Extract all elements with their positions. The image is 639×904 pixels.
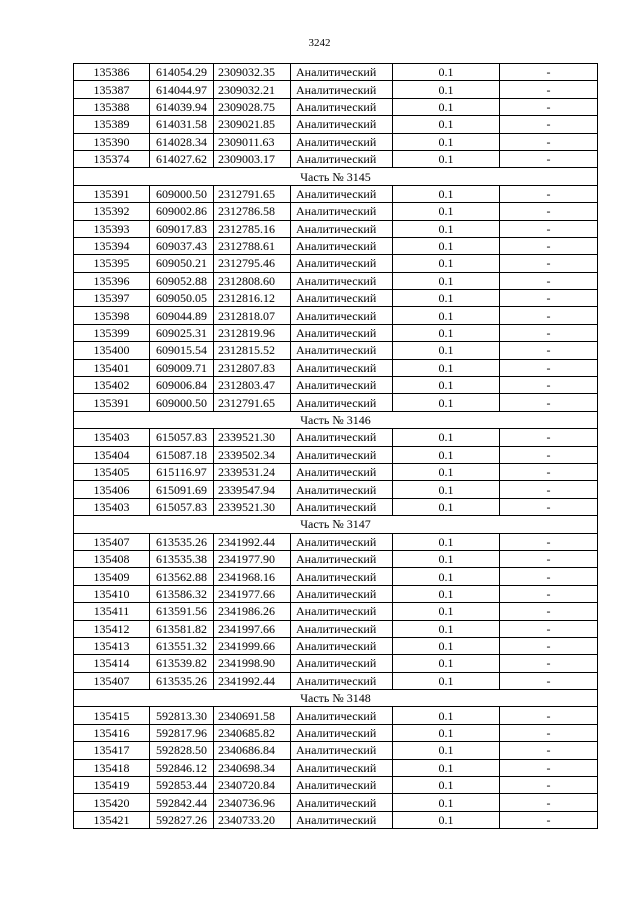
- accuracy-cell: 0.1: [393, 811, 500, 828]
- accuracy-cell: 0.1: [393, 290, 500, 307]
- y-coordinate-cell: 2312803.47: [214, 377, 291, 394]
- part-label: Часть № 3145: [74, 168, 598, 185]
- point-id-cell: 135404: [74, 446, 150, 463]
- point-id-cell: 135403: [74, 498, 150, 515]
- accuracy-cell: 0.1: [393, 446, 500, 463]
- note-cell: -: [500, 237, 598, 254]
- point-id-cell: 135389: [74, 116, 150, 133]
- note-cell: -: [500, 429, 598, 446]
- point-id-cell: 135396: [74, 272, 150, 289]
- table-row: [74, 429, 598, 446]
- method-cell: Аналитический: [291, 324, 393, 341]
- point-id-cell: 135387: [74, 81, 150, 98]
- x-coordinate-cell: 614031.58: [150, 116, 214, 133]
- table-row: [74, 620, 598, 637]
- x-coordinate-cell: 613562.88: [150, 568, 214, 585]
- part-label: Часть № 3147: [74, 516, 598, 533]
- method-cell: Аналитический: [291, 272, 393, 289]
- method-cell: Аналитический: [291, 777, 393, 794]
- note-cell: -: [500, 707, 598, 724]
- method-cell: Аналитический: [291, 759, 393, 776]
- point-id-cell: 135405: [74, 463, 150, 480]
- table-row: [74, 446, 598, 463]
- note-cell: -: [500, 150, 598, 167]
- accuracy-cell: 0.1: [393, 116, 500, 133]
- accuracy-cell: 0.1: [393, 481, 500, 498]
- method-cell: Аналитический: [291, 203, 393, 220]
- note-cell: -: [500, 811, 598, 828]
- point-id-cell: 135386: [74, 64, 150, 81]
- table-row: [74, 533, 598, 550]
- method-cell: Аналитический: [291, 498, 393, 515]
- method-cell: Аналитический: [291, 116, 393, 133]
- table-row: [74, 64, 598, 81]
- point-id-cell: 135400: [74, 342, 150, 359]
- method-cell: Аналитический: [291, 290, 393, 307]
- y-coordinate-cell: 2339521.30: [214, 498, 291, 515]
- table-row: [74, 150, 598, 167]
- y-coordinate-cell: 2341997.66: [214, 620, 291, 637]
- table-row: [74, 116, 598, 133]
- x-coordinate-cell: 609006.84: [150, 377, 214, 394]
- method-cell: Аналитический: [291, 550, 393, 567]
- method-cell: Аналитический: [291, 98, 393, 115]
- note-cell: -: [500, 603, 598, 620]
- accuracy-cell: 0.1: [393, 150, 500, 167]
- method-cell: Аналитический: [291, 237, 393, 254]
- accuracy-cell: 0.1: [393, 568, 500, 585]
- x-coordinate-cell: 613581.82: [150, 620, 214, 637]
- table-row: [74, 377, 598, 394]
- x-coordinate-cell: 609009.71: [150, 359, 214, 376]
- accuracy-cell: 0.1: [393, 359, 500, 376]
- table-row: [74, 133, 598, 150]
- x-coordinate-cell: 613591.56: [150, 603, 214, 620]
- x-coordinate-cell: 609025.31: [150, 324, 214, 341]
- method-cell: Аналитический: [291, 64, 393, 81]
- x-coordinate-cell: 613535.26: [150, 533, 214, 550]
- point-id-cell: 135393: [74, 220, 150, 237]
- accuracy-cell: 0.1: [393, 672, 500, 689]
- accuracy-cell: 0.1: [393, 724, 500, 741]
- y-coordinate-cell: 2340736.96: [214, 794, 291, 811]
- method-cell: Аналитический: [291, 568, 393, 585]
- y-coordinate-cell: 2341977.66: [214, 585, 291, 602]
- method-cell: Аналитический: [291, 603, 393, 620]
- y-coordinate-cell: 2341992.44: [214, 672, 291, 689]
- y-coordinate-cell: 2312791.65: [214, 185, 291, 202]
- method-cell: Аналитический: [291, 307, 393, 324]
- accuracy-cell: 0.1: [393, 98, 500, 115]
- x-coordinate-cell: 609037.43: [150, 237, 214, 254]
- point-id-cell: 135421: [74, 811, 150, 828]
- accuracy-cell: 0.1: [393, 64, 500, 81]
- accuracy-cell: 0.1: [393, 463, 500, 480]
- x-coordinate-cell: 592853.44: [150, 777, 214, 794]
- point-id-cell: 135407: [74, 533, 150, 550]
- method-cell: Аналитический: [291, 620, 393, 637]
- point-id-cell: 135399: [74, 324, 150, 341]
- part-label: Часть № 3148: [74, 690, 598, 707]
- method-cell: Аналитический: [291, 585, 393, 602]
- table-row: [74, 637, 598, 654]
- point-id-cell: 135390: [74, 133, 150, 150]
- accuracy-cell: 0.1: [393, 237, 500, 254]
- y-coordinate-cell: 2309032.35: [214, 64, 291, 81]
- table-row: [74, 359, 598, 376]
- accuracy-cell: 0.1: [393, 377, 500, 394]
- x-coordinate-cell: 592828.50: [150, 742, 214, 759]
- x-coordinate-cell: 592846.12: [150, 759, 214, 776]
- y-coordinate-cell: 2341977.90: [214, 550, 291, 567]
- note-cell: -: [500, 133, 598, 150]
- x-coordinate-cell: 592827.26: [150, 811, 214, 828]
- y-coordinate-cell: 2340698.34: [214, 759, 291, 776]
- y-coordinate-cell: 2312815.52: [214, 342, 291, 359]
- part-header-row: [74, 516, 598, 533]
- note-cell: -: [500, 637, 598, 654]
- method-cell: Аналитический: [291, 394, 393, 411]
- table-row: [74, 585, 598, 602]
- y-coordinate-cell: 2309028.75: [214, 98, 291, 115]
- table-row: [74, 220, 598, 237]
- y-coordinate-cell: 2312785.16: [214, 220, 291, 237]
- note-cell: -: [500, 446, 598, 463]
- method-cell: Аналитический: [291, 220, 393, 237]
- accuracy-cell: 0.1: [393, 324, 500, 341]
- x-coordinate-cell: 609000.50: [150, 185, 214, 202]
- accuracy-cell: 0.1: [393, 342, 500, 359]
- point-id-cell: 135409: [74, 568, 150, 585]
- table-row: [74, 759, 598, 776]
- coordinates-table-body: [74, 64, 598, 829]
- point-id-cell: 135407: [74, 672, 150, 689]
- y-coordinate-cell: 2340691.58: [214, 707, 291, 724]
- note-cell: -: [500, 255, 598, 272]
- point-id-cell: 135395: [74, 255, 150, 272]
- note-cell: -: [500, 585, 598, 602]
- accuracy-cell: 0.1: [393, 585, 500, 602]
- method-cell: Аналитический: [291, 133, 393, 150]
- table-row: [74, 724, 598, 741]
- note-cell: -: [500, 81, 598, 98]
- y-coordinate-cell: 2341992.44: [214, 533, 291, 550]
- point-id-cell: 135391: [74, 394, 150, 411]
- part-header-row: [74, 690, 598, 707]
- accuracy-cell: 0.1: [393, 272, 500, 289]
- table-row: [74, 255, 598, 272]
- note-cell: -: [500, 377, 598, 394]
- y-coordinate-cell: 2312807.83: [214, 359, 291, 376]
- method-cell: Аналитический: [291, 724, 393, 741]
- note-cell: -: [500, 498, 598, 515]
- y-coordinate-cell: 2341998.90: [214, 655, 291, 672]
- point-id-cell: 135397: [74, 290, 150, 307]
- point-id-cell: 135374: [74, 150, 150, 167]
- x-coordinate-cell: 609044.89: [150, 307, 214, 324]
- note-cell: -: [500, 672, 598, 689]
- y-coordinate-cell: 2341986.26: [214, 603, 291, 620]
- x-coordinate-cell: 592817.96: [150, 724, 214, 741]
- method-cell: Аналитический: [291, 81, 393, 98]
- accuracy-cell: 0.1: [393, 759, 500, 776]
- table-row: [74, 463, 598, 480]
- table-row: [74, 98, 598, 115]
- point-id-cell: 135414: [74, 655, 150, 672]
- y-coordinate-cell: 2312795.46: [214, 255, 291, 272]
- note-cell: -: [500, 655, 598, 672]
- method-cell: Аналитический: [291, 655, 393, 672]
- method-cell: Аналитический: [291, 742, 393, 759]
- accuracy-cell: 0.1: [393, 794, 500, 811]
- x-coordinate-cell: 609015.54: [150, 342, 214, 359]
- method-cell: Аналитический: [291, 481, 393, 498]
- x-coordinate-cell: 613535.38: [150, 550, 214, 567]
- point-id-cell: 135417: [74, 742, 150, 759]
- y-coordinate-cell: 2312819.96: [214, 324, 291, 341]
- note-cell: -: [500, 98, 598, 115]
- x-coordinate-cell: 592842.44: [150, 794, 214, 811]
- note-cell: -: [500, 742, 598, 759]
- y-coordinate-cell: 2340720.84: [214, 777, 291, 794]
- point-id-cell: 135415: [74, 707, 150, 724]
- table-row: [74, 603, 598, 620]
- x-coordinate-cell: 609002.86: [150, 203, 214, 220]
- note-cell: -: [500, 777, 598, 794]
- accuracy-cell: 0.1: [393, 498, 500, 515]
- x-coordinate-cell: 613586.32: [150, 585, 214, 602]
- accuracy-cell: 0.1: [393, 533, 500, 550]
- y-coordinate-cell: 2312788.61: [214, 237, 291, 254]
- accuracy-cell: 0.1: [393, 655, 500, 672]
- table-row: [74, 185, 598, 202]
- point-id-cell: 135408: [74, 550, 150, 567]
- method-cell: Аналитический: [291, 150, 393, 167]
- method-cell: Аналитический: [291, 377, 393, 394]
- page-number: 3242: [308, 37, 331, 49]
- part-header-row: [74, 411, 598, 428]
- x-coordinate-cell: 614039.94: [150, 98, 214, 115]
- point-id-cell: 135420: [74, 794, 150, 811]
- accuracy-cell: 0.1: [393, 620, 500, 637]
- note-cell: -: [500, 359, 598, 376]
- note-cell: -: [500, 272, 598, 289]
- note-cell: -: [500, 307, 598, 324]
- accuracy-cell: 0.1: [393, 429, 500, 446]
- table-row: [74, 672, 598, 689]
- note-cell: -: [500, 342, 598, 359]
- accuracy-cell: 0.1: [393, 185, 500, 202]
- x-coordinate-cell: 613539.82: [150, 655, 214, 672]
- x-coordinate-cell: 614044.97: [150, 81, 214, 98]
- method-cell: Аналитический: [291, 637, 393, 654]
- accuracy-cell: 0.1: [393, 394, 500, 411]
- method-cell: Аналитический: [291, 255, 393, 272]
- accuracy-cell: 0.1: [393, 707, 500, 724]
- note-cell: -: [500, 116, 598, 133]
- note-cell: -: [500, 203, 598, 220]
- table-row: [74, 342, 598, 359]
- point-id-cell: 135403: [74, 429, 150, 446]
- note-cell: -: [500, 481, 598, 498]
- accuracy-cell: 0.1: [393, 255, 500, 272]
- note-cell: -: [500, 533, 598, 550]
- accuracy-cell: 0.1: [393, 603, 500, 620]
- table-row: [74, 550, 598, 567]
- note-cell: -: [500, 394, 598, 411]
- accuracy-cell: 0.1: [393, 777, 500, 794]
- table-row: [74, 324, 598, 341]
- y-coordinate-cell: 2339531.24: [214, 463, 291, 480]
- point-id-cell: 135406: [74, 481, 150, 498]
- note-cell: -: [500, 220, 598, 237]
- point-id-cell: 135392: [74, 203, 150, 220]
- table-row: [74, 290, 598, 307]
- table-row: [74, 237, 598, 254]
- method-cell: Аналитический: [291, 794, 393, 811]
- method-cell: Аналитический: [291, 533, 393, 550]
- y-coordinate-cell: 2309021.85: [214, 116, 291, 133]
- x-coordinate-cell: 592813.30: [150, 707, 214, 724]
- x-coordinate-cell: 613535.26: [150, 672, 214, 689]
- accuracy-cell: 0.1: [393, 81, 500, 98]
- point-id-cell: 135410: [74, 585, 150, 602]
- table-row: [74, 794, 598, 811]
- accuracy-cell: 0.1: [393, 637, 500, 654]
- accuracy-cell: 0.1: [393, 203, 500, 220]
- y-coordinate-cell: 2312818.07: [214, 307, 291, 324]
- table-row: [74, 655, 598, 672]
- point-id-cell: 135419: [74, 777, 150, 794]
- x-coordinate-cell: 615091.69: [150, 481, 214, 498]
- y-coordinate-cell: 2341999.66: [214, 637, 291, 654]
- note-cell: -: [500, 568, 598, 585]
- y-coordinate-cell: 2312786.58: [214, 203, 291, 220]
- method-cell: Аналитический: [291, 429, 393, 446]
- point-id-cell: 135411: [74, 603, 150, 620]
- x-coordinate-cell: 614027.62: [150, 150, 214, 167]
- accuracy-cell: 0.1: [393, 220, 500, 237]
- method-cell: Аналитический: [291, 342, 393, 359]
- note-cell: -: [500, 759, 598, 776]
- table-row: [74, 707, 598, 724]
- accuracy-cell: 0.1: [393, 133, 500, 150]
- table-row: [74, 203, 598, 220]
- note-cell: -: [500, 550, 598, 567]
- accuracy-cell: 0.1: [393, 307, 500, 324]
- table-row: [74, 811, 598, 828]
- y-coordinate-cell: 2309032.21: [214, 81, 291, 98]
- method-cell: Аналитический: [291, 672, 393, 689]
- y-coordinate-cell: 2340685.82: [214, 724, 291, 741]
- x-coordinate-cell: 614054.29: [150, 64, 214, 81]
- note-cell: -: [500, 185, 598, 202]
- note-cell: -: [500, 794, 598, 811]
- note-cell: -: [500, 324, 598, 341]
- point-id-cell: 135401: [74, 359, 150, 376]
- point-id-cell: 135394: [74, 237, 150, 254]
- note-cell: -: [500, 620, 598, 637]
- table-row: [74, 81, 598, 98]
- table-row: [74, 307, 598, 324]
- y-coordinate-cell: 2339502.34: [214, 446, 291, 463]
- y-coordinate-cell: 2340733.20: [214, 811, 291, 828]
- point-id-cell: 135388: [74, 98, 150, 115]
- coordinates-table: [73, 63, 598, 829]
- note-cell: -: [500, 724, 598, 741]
- y-coordinate-cell: 2339521.30: [214, 429, 291, 446]
- method-cell: Аналитический: [291, 185, 393, 202]
- x-coordinate-cell: 609052.88: [150, 272, 214, 289]
- x-coordinate-cell: 609050.21: [150, 255, 214, 272]
- table-row: [74, 272, 598, 289]
- note-cell: -: [500, 290, 598, 307]
- method-cell: Аналитический: [291, 463, 393, 480]
- method-cell: Аналитический: [291, 359, 393, 376]
- table-row: [74, 568, 598, 585]
- note-cell: -: [500, 463, 598, 480]
- part-header-row: [74, 168, 598, 185]
- x-coordinate-cell: 609050.05: [150, 290, 214, 307]
- y-coordinate-cell: 2341968.16: [214, 568, 291, 585]
- point-id-cell: 135398: [74, 307, 150, 324]
- point-id-cell: 135413: [74, 637, 150, 654]
- note-cell: -: [500, 64, 598, 81]
- x-coordinate-cell: 615057.83: [150, 498, 214, 515]
- x-coordinate-cell: 609017.83: [150, 220, 214, 237]
- y-coordinate-cell: 2309003.17: [214, 150, 291, 167]
- y-coordinate-cell: 2339547.94: [214, 481, 291, 498]
- y-coordinate-cell: 2312816.12: [214, 290, 291, 307]
- accuracy-cell: 0.1: [393, 550, 500, 567]
- table-row: [74, 777, 598, 794]
- x-coordinate-cell: 609000.50: [150, 394, 214, 411]
- point-id-cell: 135402: [74, 377, 150, 394]
- x-coordinate-cell: 613551.32: [150, 637, 214, 654]
- y-coordinate-cell: 2312808.60: [214, 272, 291, 289]
- point-id-cell: 135391: [74, 185, 150, 202]
- method-cell: Аналитический: [291, 446, 393, 463]
- accuracy-cell: 0.1: [393, 742, 500, 759]
- point-id-cell: 135416: [74, 724, 150, 741]
- y-coordinate-cell: 2309011.63: [214, 133, 291, 150]
- point-id-cell: 135412: [74, 620, 150, 637]
- y-coordinate-cell: 2340686.84: [214, 742, 291, 759]
- x-coordinate-cell: 615116.97: [150, 463, 214, 480]
- point-id-cell: 135418: [74, 759, 150, 776]
- x-coordinate-cell: 615087.18: [150, 446, 214, 463]
- method-cell: Аналитический: [291, 811, 393, 828]
- table-row: [74, 481, 598, 498]
- y-coordinate-cell: 2312791.65: [214, 394, 291, 411]
- x-coordinate-cell: 615057.83: [150, 429, 214, 446]
- table-row: [74, 498, 598, 515]
- part-label: Часть № 3146: [74, 411, 598, 428]
- table-row: [74, 742, 598, 759]
- table-row: [74, 394, 598, 411]
- method-cell: Аналитический: [291, 707, 393, 724]
- x-coordinate-cell: 614028.34: [150, 133, 214, 150]
